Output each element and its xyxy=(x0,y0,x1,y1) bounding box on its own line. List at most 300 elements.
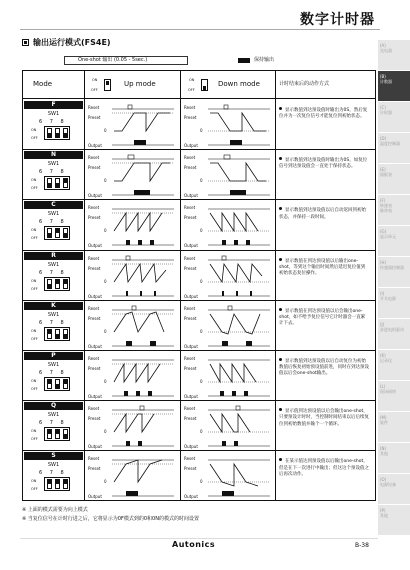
waveform-group xyxy=(112,306,174,346)
dip-lever xyxy=(47,128,52,138)
dip-on-label: ON xyxy=(31,379,37,383)
output-pulse xyxy=(126,341,132,346)
output-label: Output xyxy=(88,394,102,399)
dip-lever xyxy=(47,479,52,489)
dip-knob xyxy=(56,480,59,484)
reset-label: Reset xyxy=(184,255,196,261)
output-pulse xyxy=(222,441,226,446)
output-pulse xyxy=(154,291,156,296)
count-waveform xyxy=(114,414,154,432)
dip-knob xyxy=(56,229,59,233)
reset-label: Reset xyxy=(184,105,196,110)
output-pulse xyxy=(246,341,252,346)
output-pulse xyxy=(124,391,128,396)
switch-name: SW1 xyxy=(47,111,60,117)
dip-off-label: OFF xyxy=(31,336,38,341)
count-waveform xyxy=(114,460,162,482)
zero-label: 0 xyxy=(200,278,203,284)
output-pulse xyxy=(222,291,224,296)
count-waveform xyxy=(114,264,166,282)
waveform-group xyxy=(208,460,270,496)
dip-on-label: ON xyxy=(31,328,37,333)
page-title: 数字计时器 xyxy=(300,12,375,28)
dip-switch xyxy=(31,420,73,442)
reset-label: Reset xyxy=(88,356,100,361)
reset-pulse xyxy=(128,155,134,159)
dip-off-label: OFF xyxy=(31,437,38,442)
waveform-group xyxy=(112,360,174,396)
preset-label: Preset xyxy=(88,366,101,371)
mode-description-text: 在某示值达到预设值以后输出one-shot，但是在下一次进行中输出；但这这个预设值之后再次动作。 xyxy=(279,459,369,477)
output-label: Output xyxy=(184,444,198,450)
waveform-group xyxy=(208,155,270,195)
zero-label: 0 xyxy=(104,479,107,485)
preset-label: Preset xyxy=(88,416,101,422)
dip-knob xyxy=(64,334,67,338)
mode-description-text: 显示值到达预设值以后会输出one-shot，只要预设计时时，当控制时间结束以后后续复位到初始数值并输个一个循环。 xyxy=(279,409,369,427)
dip-switch xyxy=(31,169,73,191)
output-label: Output xyxy=(184,343,198,349)
header-down-off-label: OFF xyxy=(188,88,195,92)
output-pulse xyxy=(126,291,128,296)
switch-name: SW1 xyxy=(47,462,60,469)
mode-row xyxy=(23,251,375,301)
dip-off-label: OFF xyxy=(31,387,38,391)
waveform-group xyxy=(112,406,174,446)
count-waveform xyxy=(210,364,256,382)
zero-label: 0 xyxy=(200,328,203,334)
page-number: B-38 xyxy=(355,542,369,549)
dip-knob xyxy=(64,179,67,183)
mode-row xyxy=(23,401,375,451)
waveform-group xyxy=(208,209,270,245)
output-pulse xyxy=(232,391,236,396)
footnote: ※ 上面的模式需要为向上模式 xyxy=(22,507,88,513)
mode-description-text: 显示数值到达预设值以后自动复位为初始数值后恢复初始预设值前进，同时在到达预设值以后会one-shot输出。 xyxy=(279,359,369,377)
mode-row xyxy=(23,351,375,401)
down-mode-timing-diagram xyxy=(182,452,274,500)
mode-description xyxy=(279,207,369,220)
down-mode-timing-diagram xyxy=(182,252,274,300)
dip-numbers: 6 7 8 xyxy=(39,470,67,477)
count-waveform xyxy=(114,213,162,231)
bullet-icon xyxy=(279,258,282,261)
dip-lever xyxy=(55,479,60,489)
dip-numbers: 6 7 8 xyxy=(39,219,67,226)
count-waveform xyxy=(210,213,258,231)
output-pulse xyxy=(230,140,242,145)
output-label: Output xyxy=(88,444,102,450)
dip-numbers: 6 7 8 xyxy=(39,420,67,427)
count-waveform xyxy=(210,314,260,334)
output-pulse xyxy=(246,240,250,245)
dip-knob xyxy=(64,233,67,237)
mode-row xyxy=(23,100,375,150)
dip-lever xyxy=(63,228,68,238)
table-header xyxy=(23,71,375,99)
sidebar-tab[interactable]: (G) 显示单元 xyxy=(378,226,410,257)
sidebar-tab[interactable]: (A) 光电器 xyxy=(378,40,410,71)
preset-label: Preset xyxy=(88,215,101,221)
dip-off-label: OFF xyxy=(31,186,38,191)
dip-lever xyxy=(63,429,68,439)
reset-label: Reset xyxy=(184,155,196,161)
dip-lever xyxy=(55,128,60,138)
sidebar-tab[interactable]: (M) 软件 xyxy=(378,412,410,443)
output-label: Output xyxy=(184,143,198,148)
dip-lever xyxy=(63,279,68,289)
dip-knob xyxy=(64,434,67,438)
dip-numbers: 6 7 8 xyxy=(39,269,67,276)
output-pulse xyxy=(244,391,248,396)
reset-pulse xyxy=(224,155,230,159)
output-label: Output xyxy=(184,193,198,199)
dip-lever xyxy=(47,429,52,439)
output-pulse xyxy=(126,491,138,496)
mode-table xyxy=(22,70,376,501)
preset-label: Preset xyxy=(88,466,101,472)
dip-switch xyxy=(31,270,73,292)
reset-pulse xyxy=(132,306,136,310)
dip-lever xyxy=(55,429,60,439)
dip-knob xyxy=(56,183,59,187)
bullet-icon xyxy=(279,207,282,210)
output-pulse xyxy=(222,240,226,245)
hold-legend-swatch xyxy=(238,58,250,63)
header-up-off-label: OFF xyxy=(91,88,98,92)
output-label: Output xyxy=(184,494,198,500)
zero-label: 0 xyxy=(200,128,203,133)
mode-row xyxy=(23,200,375,250)
dip-numbers: 6 7 8 xyxy=(39,319,67,326)
preset-label: Preset xyxy=(184,115,197,120)
dip-off-label: OFF xyxy=(31,286,38,291)
sidebar-tab[interactable]: (F) 转速表 脉冲表 xyxy=(378,195,410,226)
dip-box xyxy=(44,176,70,190)
mode-description xyxy=(279,258,369,278)
footnotes xyxy=(22,506,199,524)
reset-label: Reset xyxy=(88,205,100,211)
mode-description xyxy=(279,157,369,170)
down-mode-timing-diagram xyxy=(182,151,274,199)
output-pulse xyxy=(150,341,156,346)
output-pulse xyxy=(236,291,238,296)
dip-switch xyxy=(31,219,73,241)
reset-label: Reset xyxy=(184,406,196,412)
preset-label: Preset xyxy=(184,466,197,472)
dip-box xyxy=(44,477,70,491)
dip-on-label: ON xyxy=(31,228,37,233)
down-mode-timing-diagram xyxy=(182,201,274,249)
output-pulse xyxy=(234,441,238,446)
dip-knob xyxy=(48,430,51,434)
dip-lever xyxy=(47,329,52,339)
dip-switch xyxy=(31,119,73,141)
output-label: Output xyxy=(88,243,102,249)
output-label: Output xyxy=(88,494,102,500)
dip-knob xyxy=(48,233,51,237)
reset-label: Reset xyxy=(88,155,100,161)
dip-lever xyxy=(47,178,52,188)
mode-letter: N xyxy=(24,151,83,159)
count-waveform xyxy=(114,312,164,332)
mode-description-text: 显示数值到达预设值时输出为0S，然后复位并为一次复位信号才能复位到初始状态。 xyxy=(279,108,368,120)
bullet-icon xyxy=(279,107,282,110)
output-pulse xyxy=(150,240,154,245)
down-mode-timing-diagram xyxy=(182,302,274,350)
output-pulse xyxy=(230,190,246,195)
dip-knob xyxy=(64,480,67,484)
zero-label: 0 xyxy=(104,228,107,234)
up-mode-timing-diagram xyxy=(86,352,178,400)
reset-pulse xyxy=(224,105,228,109)
dip-off-label: OFF xyxy=(31,136,38,140)
brand-logo: Autonics xyxy=(172,540,216,549)
down-mode-timing-diagram xyxy=(182,101,274,149)
up-mode-timing-diagram xyxy=(86,452,178,500)
waveform-group xyxy=(112,256,174,296)
dip-off-label: OFF xyxy=(31,236,38,241)
dip-lever xyxy=(55,379,60,389)
mode-description xyxy=(279,458,369,478)
preset-label: Preset xyxy=(88,165,101,171)
preset-label: Preset xyxy=(184,215,197,221)
bullet-icon xyxy=(279,458,282,461)
mode-row xyxy=(23,451,375,501)
sidebar-tab[interactable]: (L) 现场网络 xyxy=(378,381,410,412)
dip-knob xyxy=(48,480,51,484)
mode-letter: Q xyxy=(24,402,83,410)
square-bullet-icon xyxy=(22,39,29,46)
output-pulse xyxy=(220,391,224,396)
up-mode-timing-diagram xyxy=(86,252,178,300)
reset-label: Reset xyxy=(88,406,100,412)
waveform-group xyxy=(208,406,270,446)
mode-description-text: 显示数值到达预设值时输出为0S，如复位信号到达预设值会一直处于保持状态。 xyxy=(279,158,368,170)
section-heading-text: 输出运行模式(FS4E) xyxy=(33,38,111,47)
up-mode-timing-diagram xyxy=(86,402,178,450)
dip-knob xyxy=(56,133,59,137)
sidebar-tab[interactable]: (E) 面板表 xyxy=(378,164,410,195)
sidebar-tab[interactable]: (K) 记录仪 xyxy=(378,350,410,381)
header-up-on-label: ON xyxy=(92,78,98,82)
zero-label: 0 xyxy=(200,178,203,184)
dip-knob xyxy=(48,183,51,187)
dip-lever xyxy=(63,329,68,339)
up-switch-icon xyxy=(104,79,111,91)
preset-label: Preset xyxy=(184,265,197,271)
dip-switch xyxy=(31,320,73,342)
header-description: 计时结束后的动作方式 xyxy=(279,81,330,87)
reset-label: Reset xyxy=(184,205,196,211)
sidebar-tab[interactable]: (H) 传感器控制器 xyxy=(378,257,410,288)
zero-label: 0 xyxy=(104,128,107,133)
mode-row xyxy=(23,150,375,200)
output-pulse xyxy=(134,140,146,145)
output-pulse xyxy=(138,240,142,245)
preset-label: Preset xyxy=(184,165,197,171)
zero-label: 0 xyxy=(104,429,107,435)
sidebar-tab[interactable]: (I) 开关电源 xyxy=(378,288,410,319)
mode-row xyxy=(23,301,375,351)
up-mode-timing-diagram xyxy=(86,201,178,249)
zero-label: 0 xyxy=(104,178,107,184)
bullet-icon xyxy=(279,157,282,160)
switch-name: SW1 xyxy=(47,261,60,268)
waveform-group xyxy=(112,105,174,145)
zero-label: 0 xyxy=(200,429,203,435)
dip-knob xyxy=(48,330,51,334)
zero-label: 0 xyxy=(200,228,203,234)
count-waveform xyxy=(114,364,160,382)
reset-label: Reset xyxy=(184,356,196,361)
waveform-group xyxy=(112,460,174,496)
dip-on-label: ON xyxy=(31,278,37,283)
reset-pulse xyxy=(140,406,144,410)
dip-knob xyxy=(56,334,59,338)
reset-pulse xyxy=(222,256,226,260)
one-shot-legend: One-shot 输出 (0.05 - 5sec.) xyxy=(78,57,148,63)
sidebar-tab[interactable]: (J) 步进电机驱动 xyxy=(378,319,410,350)
mode-description xyxy=(279,308,369,328)
dip-switch xyxy=(31,470,73,492)
sidebar-tab[interactable]: (C) 计时器 xyxy=(378,102,410,133)
dip-on-label: ON xyxy=(31,479,37,484)
mode-letter: P xyxy=(24,352,83,360)
mode-letter: R xyxy=(24,252,83,260)
count-waveform xyxy=(210,414,250,432)
reset-label: Reset xyxy=(88,105,100,110)
preset-label: Preset xyxy=(184,315,197,321)
dip-lever xyxy=(55,228,60,238)
dip-lever xyxy=(55,178,60,188)
mode-description-text: 显示数值在到达预设值以后输出one-shot，等到这个输出时间然后延迟复位值到初始状态复位操作。 xyxy=(279,258,366,276)
switch-name: SW1 xyxy=(47,211,60,218)
dip-lever xyxy=(47,379,52,389)
count-waveform xyxy=(210,464,258,486)
count-waveform xyxy=(210,264,262,282)
hold-legend: 保持输出 xyxy=(254,57,275,63)
output-pulse xyxy=(148,391,152,396)
dip-box xyxy=(44,126,70,140)
waveform-group xyxy=(112,155,174,195)
dip-knob xyxy=(56,430,59,434)
mode-description xyxy=(279,408,369,428)
dip-knob xyxy=(56,280,59,284)
waveform-group xyxy=(208,306,270,346)
dip-lever xyxy=(47,279,52,289)
reset-label: Reset xyxy=(88,305,100,311)
count-waveform xyxy=(114,113,170,131)
header-up-mode: Up mode xyxy=(124,80,156,88)
dip-knob xyxy=(64,133,67,137)
sidebar-tab[interactable]: (O) 电源设备 xyxy=(378,474,410,505)
output-pulse xyxy=(234,240,238,245)
sidebar-tab[interactable]: (P) 其他 xyxy=(378,505,410,536)
output-label: Output xyxy=(88,343,102,349)
mode-description xyxy=(279,107,369,120)
output-label: Output xyxy=(88,143,102,148)
preset-label: Preset xyxy=(88,265,101,271)
dip-on-label: ON xyxy=(31,429,37,434)
output-label: Output xyxy=(184,293,198,299)
mode-letter: C xyxy=(24,201,83,209)
footnote: ※ 当复位信号在计时行进之后，它将显示为0F模式到的0和0N的模式的时间设置 xyxy=(22,516,199,522)
output-pulse xyxy=(138,441,142,446)
footer-rule xyxy=(20,538,378,539)
mode-description xyxy=(279,358,369,378)
dip-knob xyxy=(64,280,67,284)
reset-label: Reset xyxy=(88,255,100,261)
reset-pulse xyxy=(128,105,132,109)
dip-numbers: 6 7 8 xyxy=(39,169,67,176)
section-heading xyxy=(22,37,111,48)
mode-letter: F xyxy=(24,101,83,109)
reset-label: Reset xyxy=(184,456,196,462)
sidebar-tab[interactable]: (N) 其他 xyxy=(378,443,410,474)
output-pulse xyxy=(222,341,228,346)
dip-lever xyxy=(63,479,68,489)
dip-lever xyxy=(63,379,68,389)
dip-on-label: ON xyxy=(31,178,37,183)
dip-lever xyxy=(55,279,60,289)
dip-box xyxy=(44,327,70,341)
up-mode-timing-diagram xyxy=(86,151,178,199)
output-pulse xyxy=(126,240,130,245)
switch-name: SW1 xyxy=(47,362,60,368)
up-mode-timing-diagram xyxy=(86,101,178,149)
bullet-icon xyxy=(279,408,282,411)
mode-description-text: 显示数值到达预设值以后自动返回到初始状态，并保持一段时间。 xyxy=(279,208,366,220)
dip-lever xyxy=(55,329,60,339)
preset-label: Preset xyxy=(184,366,197,371)
header-down-mode: Down mode xyxy=(218,80,260,88)
header-down-on-label: ON xyxy=(189,78,195,82)
dip-lever xyxy=(63,178,68,188)
zero-label: 0 xyxy=(200,479,203,485)
output-label: Output xyxy=(88,193,102,199)
output-pulse xyxy=(126,441,130,446)
dip-box xyxy=(44,277,70,291)
output-label: Output xyxy=(184,394,198,399)
reset-pulse xyxy=(236,406,240,410)
zero-label: 0 xyxy=(104,278,107,284)
dip-lever xyxy=(63,128,68,138)
dip-knob xyxy=(48,380,51,384)
preset-label: Preset xyxy=(88,315,101,321)
dip-knob xyxy=(56,384,59,388)
zero-label: 0 xyxy=(104,379,107,384)
sidebar-tab[interactable]: (B) 计数器 xyxy=(378,71,410,102)
dip-box xyxy=(44,226,70,240)
waveform-group xyxy=(208,256,270,296)
output-pulse xyxy=(140,291,142,296)
reset-label: Reset xyxy=(88,456,100,462)
switch-name: SW1 xyxy=(47,311,60,318)
reset-pulse xyxy=(228,306,232,310)
reset-label: Reset xyxy=(184,305,196,311)
dip-knob xyxy=(48,133,51,137)
zero-label: 0 xyxy=(200,379,203,384)
up-mode-timing-diagram xyxy=(86,302,178,350)
sidebar-tab[interactable]: (D) 温度控制器 xyxy=(378,133,410,164)
bullet-icon xyxy=(279,308,282,311)
mode-description-text: 显示数值在到达预设值以后会输出one-shot，如不给予复位信号它计时器会一直累计下去。 xyxy=(279,308,366,327)
bullet-icon xyxy=(279,358,282,361)
category-sidebar xyxy=(378,40,410,536)
dip-knob xyxy=(64,380,67,384)
count-waveform xyxy=(114,163,170,181)
